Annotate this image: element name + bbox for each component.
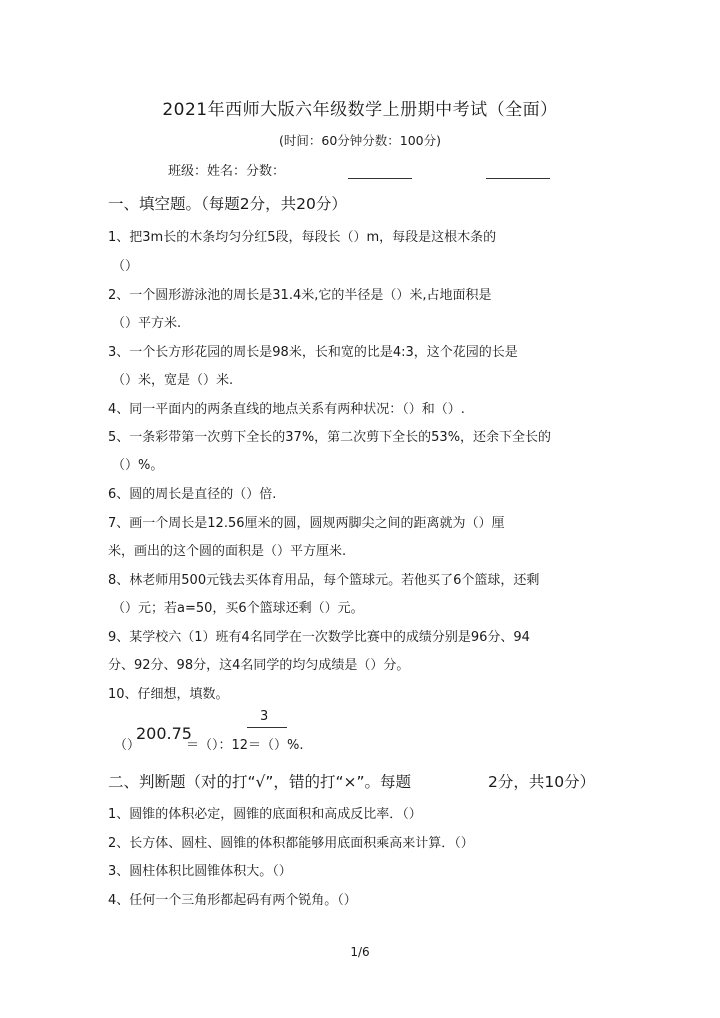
question-line: 1、把3m长的木条均匀分红5段，每段长（）m，每段是这根木条的 [108, 230, 497, 245]
question-line: 6、圆的周长是直径的（）倍. [108, 487, 277, 502]
score-blank [486, 178, 550, 179]
question-line: 10、仔细想，填数。 [108, 687, 229, 702]
name-blank [348, 178, 412, 179]
question-line: 5、一条彩带第一次剪下全长的37%，第二次剪下全长的53%，还余下全长的 [108, 430, 552, 445]
section2-heading-score: 2分，共10分） [488, 773, 596, 791]
q10-decimal: 200.75 [136, 724, 192, 743]
question-line: 米，画出的这个圆的面积是（）平方厘米. [108, 544, 347, 559]
class-name-score-line: 班级：姓名：分数： [168, 164, 286, 179]
question-line: （）米，宽是（）米. [112, 373, 234, 388]
question-line: （） [112, 259, 139, 274]
question-line: （）%。 [112, 458, 164, 473]
section1-heading: 一、填空题。（每题2分，共20分） [108, 195, 347, 213]
question-line: 1、圆锥的体积必定，圆锥的底面积和高成反比率．（） [108, 807, 422, 822]
question-line: 3、一个长方形花园的周长是98米，长和宽的比是4:3，这个花园的长是 [108, 345, 518, 360]
question-line: 3、圆柱体积比圆锥体积大。（） [108, 864, 292, 879]
question-line: 2、一个圆形游泳池的周长是31.4米,它的半径是（）米,占地面积是 [108, 288, 492, 303]
question-line: 4、任何一个三角形都起码有两个锐角。（） [108, 893, 357, 908]
question-line: 9、某学校六（1）班有4名同学在一次数学比赛中的成绩分别是96分、94 [108, 630, 530, 645]
q10-equation: ＝（）：12＝（）%. [186, 738, 304, 753]
question-line: 2、长方体、圆柱、圆锥的体积都能够用底面积乘高来计算．（） [108, 836, 474, 851]
q10-open-paren: （） [114, 738, 141, 753]
page-number: 1/6 [350, 945, 370, 959]
question-line: （）元；若a=50，买6个篮球还剩（）元。 [112, 601, 364, 616]
question-line: 8、林老师用500元钱去买体育用品，每个篮球元。若他买了6个篮球，还剩 [108, 573, 540, 588]
question-line: 7、画一个周长是12.56厘米的圆，圆规两脚尖之间的距离就为（）厘 [108, 516, 505, 531]
question-line: （）平方米. [112, 316, 182, 331]
section2-heading: 二、判断题（对的打“√”，错的打“×”。每题 [108, 773, 411, 791]
exam-subtitle: (时间：60分钟分数：100分) [278, 133, 442, 148]
fraction-numerator: 3 [260, 709, 269, 724]
fraction-bar [247, 727, 287, 728]
question-line: 分、92分、98分，这4名同学的均匀成绩是（）分。 [108, 658, 410, 673]
page-title: 2021年西师大版六年级数学上册期中考试（全面） [162, 100, 558, 120]
question-line: 4、同一平面内的两条直线的地点关系有两种状况：（）和（）. [108, 402, 465, 417]
